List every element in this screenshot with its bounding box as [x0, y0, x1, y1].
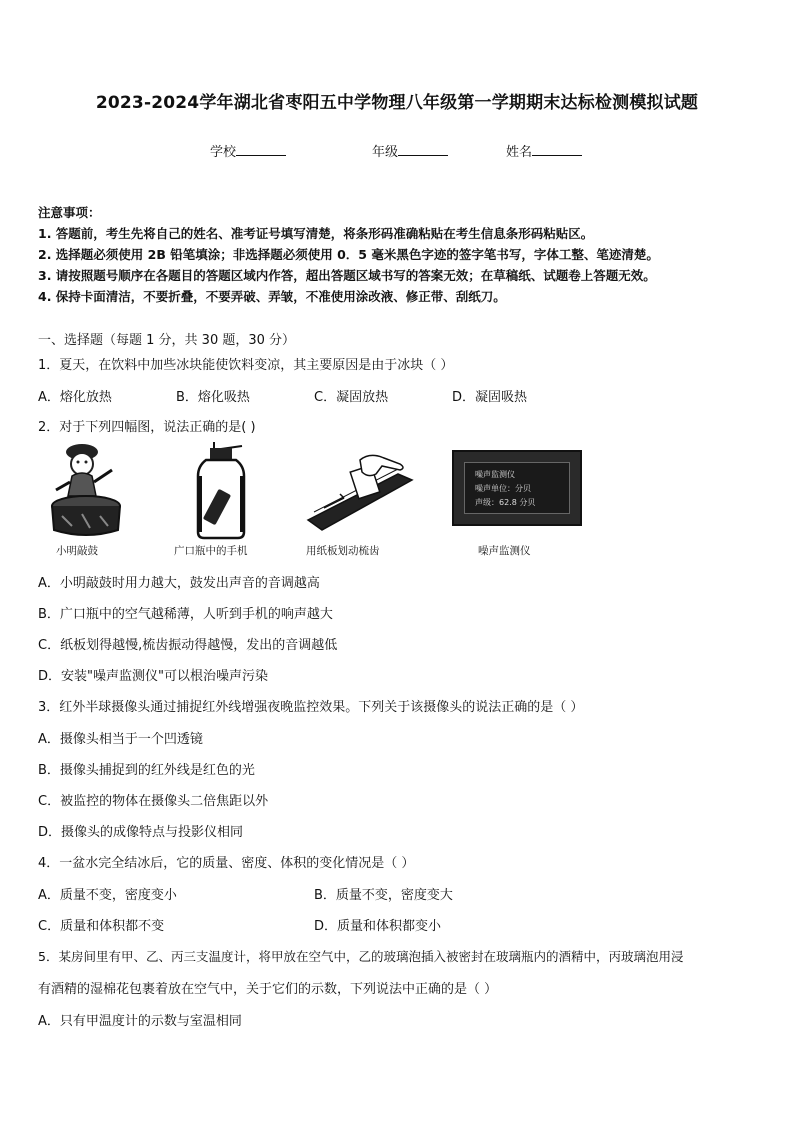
grade-field[interactable]: [372, 141, 448, 160]
question-4-stem: 4．一盆水完全结冰后，它的质量、密度、体积的变化情况是（ ）: [38, 856, 415, 871]
question-5-stem-line1: 5．某房间里有甲、乙、丙三支温度计，将甲放在空气中，乙的玻璃泡插入被密封在玻璃瓶内的酒精中，丙玻璃泡用浸: [38, 949, 684, 964]
name-blank[interactable]: [532, 143, 582, 156]
question-3-option-a[interactable]: A．摄像头相当于一个凹透镜: [38, 732, 203, 747]
question-4-option-b[interactable]: B．质量不变，密度变大: [314, 888, 453, 903]
figure-caption: 用纸板划动梳齿: [306, 545, 380, 557]
monitor-line: 噪声监测仪: [475, 470, 515, 479]
school-label: 学校: [210, 145, 237, 160]
school-blank[interactable]: [236, 143, 286, 156]
question-2-option-b[interactable]: B．广口瓶中的空气越稀薄，人听到手机的响声越大: [38, 607, 333, 622]
question-3-stem: 3．红外半球摄像头通过捕捉红外线增强夜晚监控效果。下列关于该摄像头的说法正确的是（ ）: [38, 700, 584, 715]
question-1-option-b[interactable]: B．熔化吸热: [176, 390, 250, 405]
page-title: 2023-2024学年湖北省枣阳五中学物理八年级第一学期期末达标检测模拟试题: [95, 93, 699, 113]
question-3-option-b[interactable]: B．摄像头捕捉到的红外线是红色的光: [38, 763, 255, 778]
section-heading: 一、选择题（每题 1 分，共 30 题，30 分）: [38, 333, 296, 348]
question-2-stem: 2．对于下列四幅图，说法正确的是( ): [38, 420, 256, 435]
question-4-option-a[interactable]: A．质量不变，密度变小: [38, 888, 177, 903]
name-field[interactable]: [506, 141, 582, 160]
note-item: 3. 请按照题号顺序在各题目的答题区域内作答，超出答题区域书写的答案无效；在草稿纸、试题卷上答题无效。: [38, 268, 656, 283]
question-1-option-d[interactable]: D．凝固吸热: [452, 390, 528, 405]
question-3-option-c[interactable]: C．被监控的物体在摄像头二倍焦距以外: [38, 794, 269, 809]
name-label: 姓名: [506, 145, 533, 160]
figure-caption: 噪声监测仪: [478, 545, 531, 557]
question-1-option-c[interactable]: C．凝固放热: [314, 390, 389, 405]
question-2-option-c[interactable]: C．纸板划得越慢,梳齿振动得越慢，发出的音调越低: [38, 638, 338, 653]
monitor-line: 声级：62.8 分贝: [475, 498, 536, 507]
comb-figure: [304, 450, 416, 536]
question-1-stem: 1．夏天，在饮料中加些冰块能使饮料变凉，其主要原因是由于冰块（ ）: [38, 358, 454, 373]
question-2-option-a[interactable]: A．小明敲鼓时用力越大，鼓发出声音的音调越高: [38, 576, 320, 591]
jar-phone-figure: [192, 440, 254, 540]
grade-blank[interactable]: [398, 143, 448, 156]
question-5-stem-line2: 有酒精的湿棉花包裹着放在空气中，关于它们的示数，下列说法中正确的是（ ）: [38, 982, 498, 997]
monitor-screen: [464, 462, 570, 514]
question-4-option-c[interactable]: C．质量和体积都不变: [38, 919, 165, 934]
monitor-line: 噪声单位：分贝: [475, 484, 531, 493]
grade-label: 年级: [372, 145, 399, 160]
question-1-option-a[interactable]: A．熔化放热: [38, 390, 112, 405]
note-item: 2. 选择题必须使用 2B 铅笔填涂；非选择题必须使用 0．5 毫米黑色字迹的签字笔书写，字体工整、笔迹清楚。: [38, 247, 659, 262]
note-item: 1. 答题前，考生先将自己的姓名、准考证号填写清楚，将条形码准确粘贴在考生信息条形码粘贴区。: [38, 226, 594, 241]
question-4-option-d[interactable]: D．质量和体积都变小: [314, 919, 442, 934]
drum-boy-figure: [42, 440, 128, 540]
figure-caption: 广口瓶中的手机: [174, 545, 248, 557]
noise-monitor-figure: [452, 450, 582, 526]
question-3-option-d[interactable]: D．摄像头的成像特点与投影仪相同: [38, 825, 244, 840]
question-2-option-d[interactable]: D．安装"噪声监测仪"可以根治噪声污染: [38, 669, 268, 684]
note-item: 4. 保持卡面清洁，不要折叠，不要弄破、弄皱，不准使用涂改液、修正带、刮纸刀。: [38, 289, 506, 304]
question-5-option-a[interactable]: A．只有甲温度计的示数与室温相同: [38, 1014, 242, 1029]
notes-heading: 注意事项：: [38, 205, 101, 220]
school-field[interactable]: [210, 141, 286, 160]
figure-caption: 小明敲鼓: [56, 545, 98, 557]
